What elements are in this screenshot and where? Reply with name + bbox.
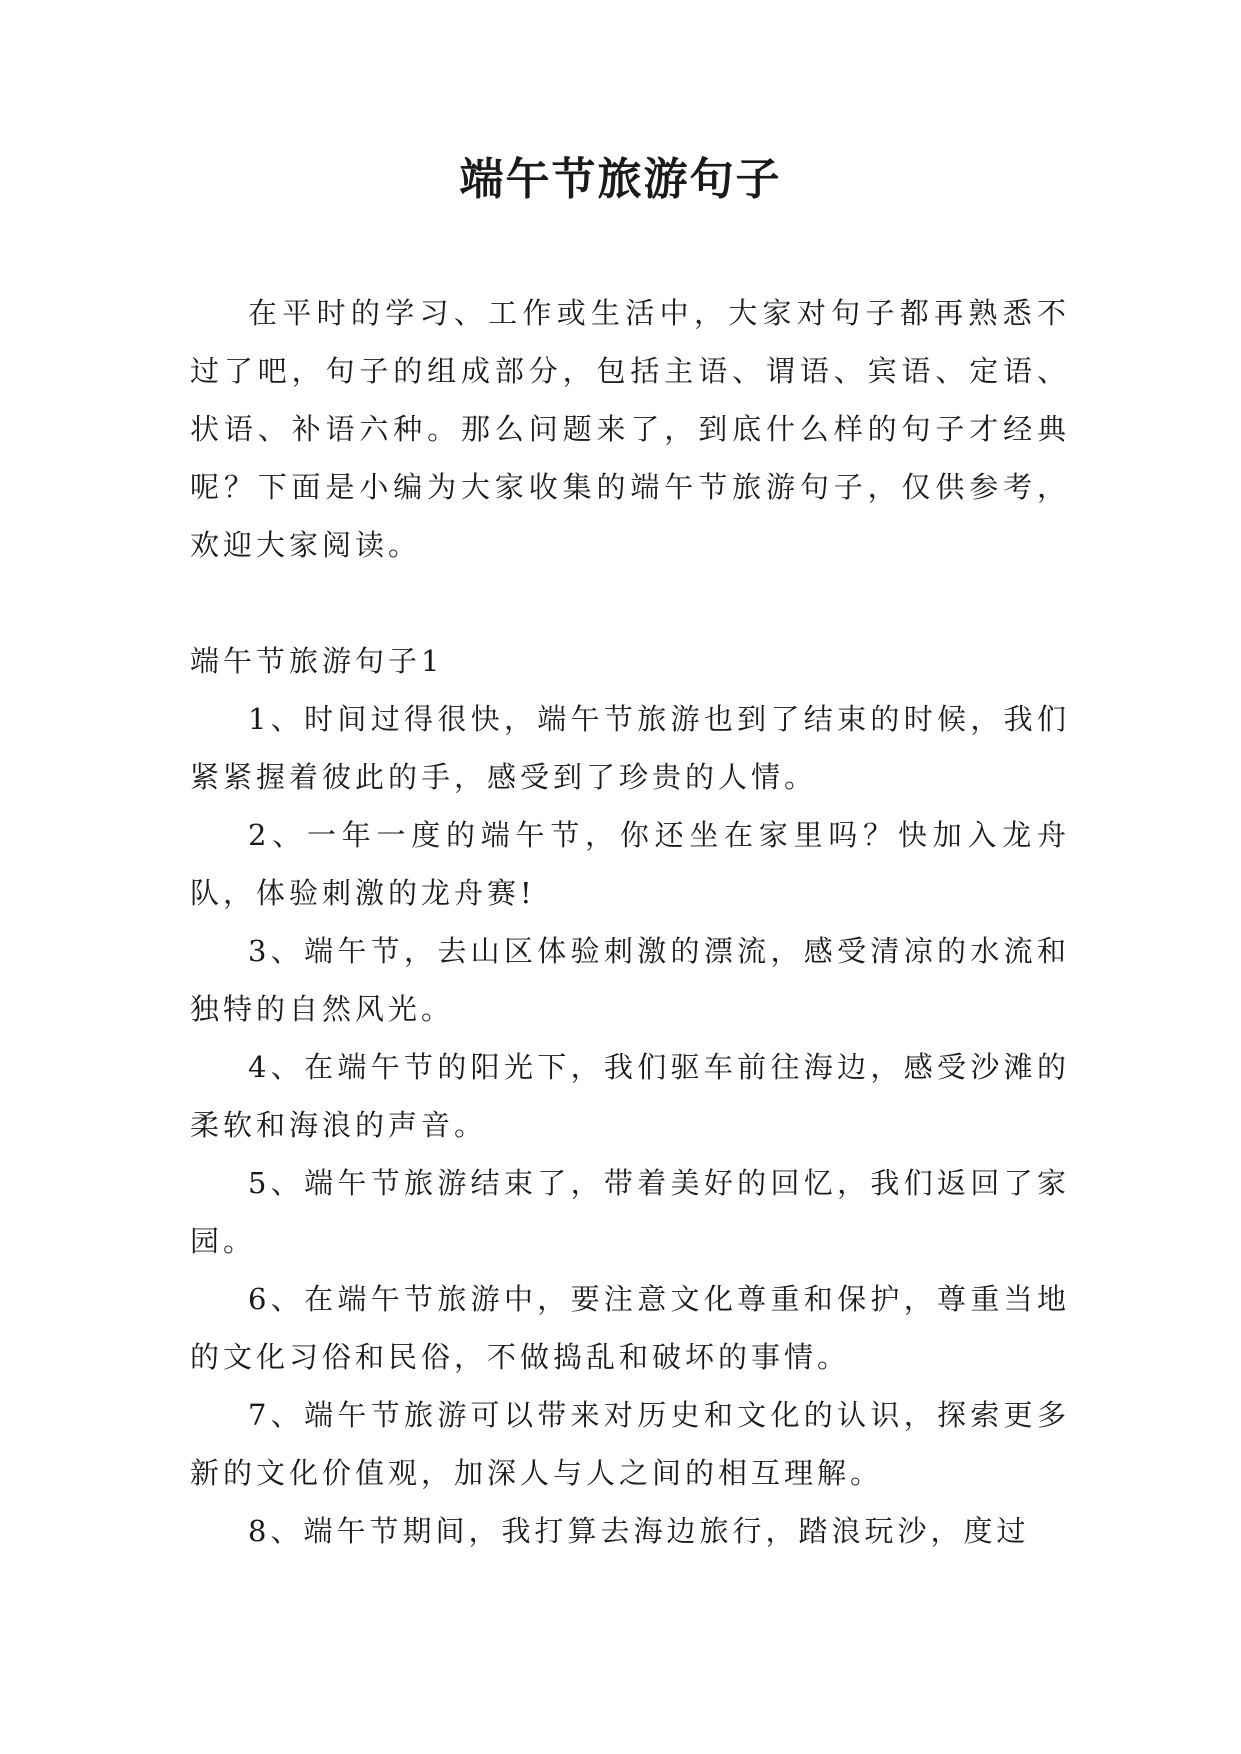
list-item: 3、端午节，去山区体验刺激的漂流，感受清凉的水流和独特的自然风光。 [190,934,1070,1026]
list-item: 5、端午节旅游结束了，带着美好的回忆，我们返回了家园。 [190,1166,1070,1258]
list-item: 7、端午节旅游可以带来对历史和文化的认识，探索更多新的文化价值观，加深人与人之间的相互理解。 [190,1398,1070,1490]
list-item: 6、在端午节旅游中，要注意文化尊重和保护，尊重当地的文化习俗和民俗，不做捣乱和破坏的事情。 [190,1282,1070,1374]
section-heading: 端午节旅游句子1 [190,644,444,678]
intro-paragraph: 在平时的学习、工作或生活中，大家对句子都再熟悉不过了吧，句子的组成部分，包括主语、谓语、宾语、定语、状语、补语六种。那么问题来了，到底什么样的句子才经典呢？下面是小编为大家收集的端午节旅游句子，仅供参考，欢迎大家阅读。 [190,296,1070,562]
list-item: 2、一年一度的端午节，你还坐在家里吗？快加入龙舟队，体验刺激的龙舟赛! [190,818,1070,910]
document-body [190,284,1070,1560]
list-item: 4、在端午节的阳光下，我们驱车前往海边，感受沙滩的柔软和海浪的声音。 [190,1050,1070,1142]
list-item: 1、时间过得很快，端午节旅游也到了结束的时候，我们紧紧握着彼此的手，感受到了珍贵的人情。 [190,702,1070,794]
document-title: 端午节旅游句子 [459,154,782,205]
list-item: 8、端午节期间，我打算去海边旅行，踏浪玩沙，度过 [248,1514,1030,1548]
